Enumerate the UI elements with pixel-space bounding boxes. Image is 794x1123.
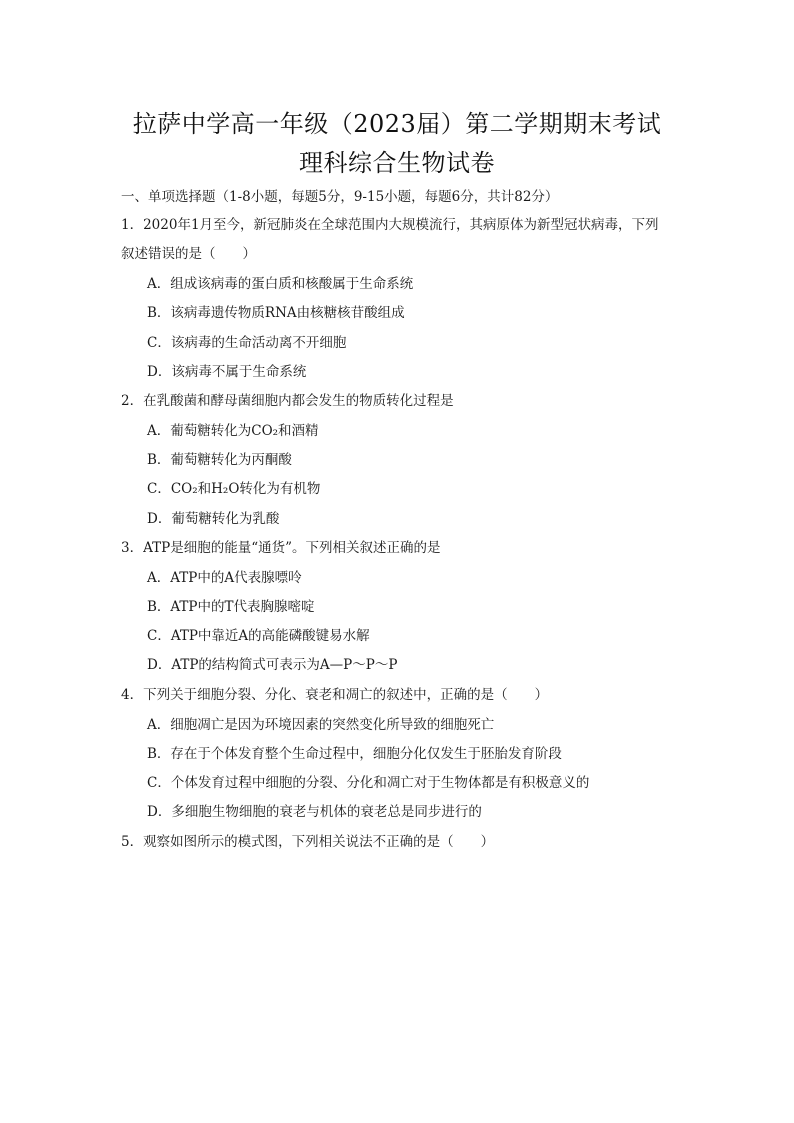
question-4-option-b: B．存在于个体发育整个生命过程中，细胞分化仅发生于胚胎发育阶段 <box>147 746 562 762</box>
question-1-stem-line-1: 1．2020年1月至今，新冠肺炎在全球范围内大规模流行，其病原体为新型冠状病毒，下列 <box>121 217 659 233</box>
question-3-option-c: C．ATP中靠近A的高能磷酸键易水解 <box>147 628 370 644</box>
question-3-stem: 3．ATP是细胞的能量“通货”。下列相关叙述正确的是 <box>121 540 441 556</box>
question-1-option-d: D．该病毒不属于生命系统 <box>147 364 307 380</box>
question-4-stem: 4．下列关于细胞分裂、分化、衰老和凋亡的叙述中，正确的是（ ） <box>121 687 549 703</box>
exam-subtitle: 理科综合生物试卷 <box>299 149 495 177</box>
question-3-option-b: B．ATP中的T代表胸腺嘧啶 <box>147 599 315 615</box>
question-4-option-c: C．个体发育过程中细胞的分裂、分化和凋亡对于生物体都是有积极意义的 <box>147 775 590 791</box>
question-2-option-c: C．CO₂和H₂O转化为有机物 <box>147 481 321 497</box>
question-1-stem-line-2: 叙述错误的是（ ） <box>121 246 256 262</box>
section-heading: 一、单项选择题（1-8小题，每题5分，9-15小题，每题6分，共计82分） <box>121 189 559 205</box>
question-1-option-b: B．该病毒遗传物质RNA由核糖核苷酸组成 <box>147 305 405 321</box>
question-4-option-d: D．多细胞生物细胞的衰老与机体的衰老总是同步进行的 <box>147 804 482 820</box>
question-4-option-a: A．细胞凋亡是因为环境因素的突然变化所导致的细胞死亡 <box>147 717 495 733</box>
question-5-stem: 5．观察如图所示的模式图，下列相关说法不正确的是（ ） <box>121 834 495 850</box>
question-2-option-a: A．葡萄糖转化为CO₂和酒精 <box>147 423 319 439</box>
question-3-option-d: D．ATP的结构简式可表示为A—P～P～P <box>147 657 398 673</box>
question-3-option-a: A．ATP中的A代表腺嘌呤 <box>147 570 302 586</box>
question-2-option-b: B．葡萄糖转化为丙酮酸 <box>147 452 292 468</box>
question-2-option-d: D．葡萄糖转化为乳酸 <box>147 511 280 527</box>
exam-title: 拉萨中学高一年级（2023届）第二学期期末考试 <box>132 110 662 138</box>
question-1-option-a: A．组成该病毒的蛋白质和核酸属于生命系统 <box>147 276 414 292</box>
question-1-option-c: C．该病毒的生命活动离不开细胞 <box>147 335 347 351</box>
question-2-stem: 2．在乳酸菌和酵母菌细胞内都会发生的物质转化过程是 <box>121 393 454 409</box>
